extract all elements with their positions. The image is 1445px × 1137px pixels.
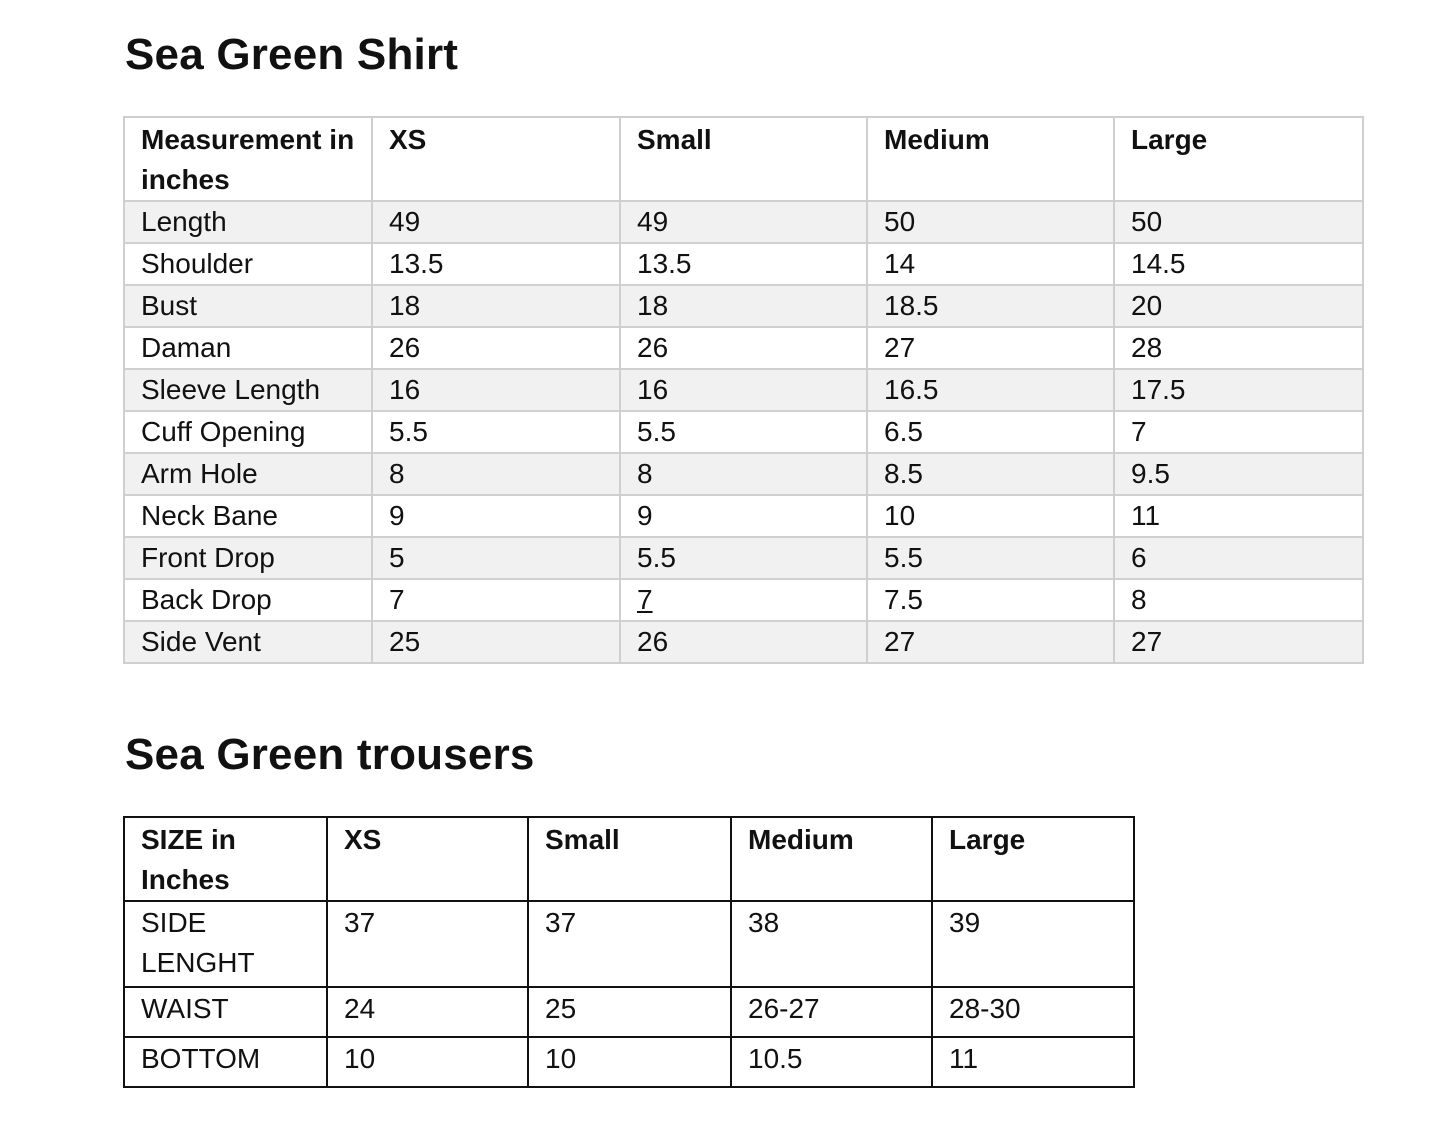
shirt-size-table: [123, 116, 1364, 664]
table-cell: 5.5: [620, 537, 867, 579]
table-row: [124, 901, 1134, 987]
row-label: SIDE LENGHT: [124, 901, 327, 987]
table-cell: 25: [372, 621, 620, 663]
table-cell: 6.5: [867, 411, 1114, 453]
table-row: [124, 369, 1363, 411]
table-cell: 10: [528, 1037, 731, 1087]
table-row: [124, 987, 1134, 1037]
column-header-medium: Medium: [731, 817, 932, 901]
table-cell: 13.5: [372, 243, 620, 285]
table-cell: 27: [867, 327, 1114, 369]
table-cell: 50: [1114, 201, 1363, 243]
column-header-small: Small: [620, 117, 867, 201]
table-cell: 24: [327, 987, 528, 1037]
table-cell: 18: [620, 285, 867, 327]
table-cell: 26: [372, 327, 620, 369]
table-cell: 50: [867, 201, 1114, 243]
table-cell: 8: [372, 453, 620, 495]
column-header-medium: Medium: [867, 117, 1114, 201]
table-header-row: [124, 817, 1134, 901]
column-header-large: Large: [1114, 117, 1363, 201]
row-label: WAIST: [124, 987, 327, 1037]
table-cell: 16.5: [867, 369, 1114, 411]
table-cell: 28: [1114, 327, 1363, 369]
table-cell: 38: [731, 901, 932, 987]
row-label: Sleeve Length: [124, 369, 372, 411]
row-label: Length: [124, 201, 372, 243]
row-label: Daman: [124, 327, 372, 369]
table-cell: 7.5: [867, 579, 1114, 621]
row-label: Neck Bane: [124, 495, 372, 537]
table-cell: 49: [372, 201, 620, 243]
table-cell: 27: [867, 621, 1114, 663]
table-cell: 13.5: [620, 243, 867, 285]
table-cell: 7: [1114, 411, 1363, 453]
row-label: Back Drop: [124, 579, 372, 621]
table-row: [124, 1037, 1134, 1087]
table-cell: 11: [932, 1037, 1134, 1087]
table-cell: 9.5: [1114, 453, 1363, 495]
table-row: [124, 537, 1363, 579]
table-row: [124, 495, 1363, 537]
table-cell: 10: [327, 1037, 528, 1087]
table-row: [124, 285, 1363, 327]
column-header-xs: XS: [327, 817, 528, 901]
trousers-size-chart-title: Sea Green trousers: [125, 730, 535, 779]
table-row: [124, 243, 1363, 285]
table-row: [124, 453, 1363, 495]
table-cell: 39: [932, 901, 1134, 987]
row-label: Shoulder: [124, 243, 372, 285]
table-cell: 26-27: [731, 987, 932, 1037]
column-header-size: SIZE in Inches: [124, 817, 327, 901]
table-cell: 49: [620, 201, 867, 243]
table-cell: 16: [620, 369, 867, 411]
table-cell: 18: [372, 285, 620, 327]
row-label: Bust: [124, 285, 372, 327]
row-label: BOTTOM: [124, 1037, 327, 1087]
table-row: [124, 327, 1363, 369]
table-header-row: [124, 117, 1363, 201]
table-cell: 37: [327, 901, 528, 987]
table-cell: 25: [528, 987, 731, 1037]
table-cell: 37: [528, 901, 731, 987]
row-label: Front Drop: [124, 537, 372, 579]
table-cell: 5: [372, 537, 620, 579]
table-cell: 20: [1114, 285, 1363, 327]
table-cell: 5.5: [867, 537, 1114, 579]
table-cell: 11: [1114, 495, 1363, 537]
table-cell: 6: [1114, 537, 1363, 579]
row-label: Side Vent: [124, 621, 372, 663]
table-cell: 5.5: [620, 411, 867, 453]
table-cell: 8: [620, 453, 867, 495]
table-cell: 10.5: [731, 1037, 932, 1087]
table-cell: 7: [620, 579, 867, 621]
table-cell: 16: [372, 369, 620, 411]
table-row: [124, 579, 1363, 621]
row-label: Cuff Opening: [124, 411, 372, 453]
table-cell: 14.5: [1114, 243, 1363, 285]
table-cell: 27: [1114, 621, 1363, 663]
column-header-measurement: Measurement in inches: [124, 117, 372, 201]
shirt-size-chart-title: Sea Green Shirt: [125, 30, 459, 79]
table-cell: 26: [620, 621, 867, 663]
table-cell: 7: [372, 579, 620, 621]
table-cell: 26: [620, 327, 867, 369]
table-cell: 10: [867, 495, 1114, 537]
table-cell: 8: [1114, 579, 1363, 621]
table-cell: 8.5: [867, 453, 1114, 495]
table-cell: 18.5: [867, 285, 1114, 327]
row-label: Arm Hole: [124, 453, 372, 495]
table-row: [124, 411, 1363, 453]
column-header-small: Small: [528, 817, 731, 901]
table-cell: 9: [372, 495, 620, 537]
table-row: [124, 621, 1363, 663]
table-cell: 17.5: [1114, 369, 1363, 411]
table-cell: 28-30: [932, 987, 1134, 1037]
table-cell: 5.5: [372, 411, 620, 453]
table-cell: 14: [867, 243, 1114, 285]
table-cell: 9: [620, 495, 867, 537]
column-header-large: Large: [932, 817, 1134, 901]
table-row: [124, 201, 1363, 243]
column-header-xs: XS: [372, 117, 620, 201]
trousers-size-table: [123, 816, 1135, 1088]
